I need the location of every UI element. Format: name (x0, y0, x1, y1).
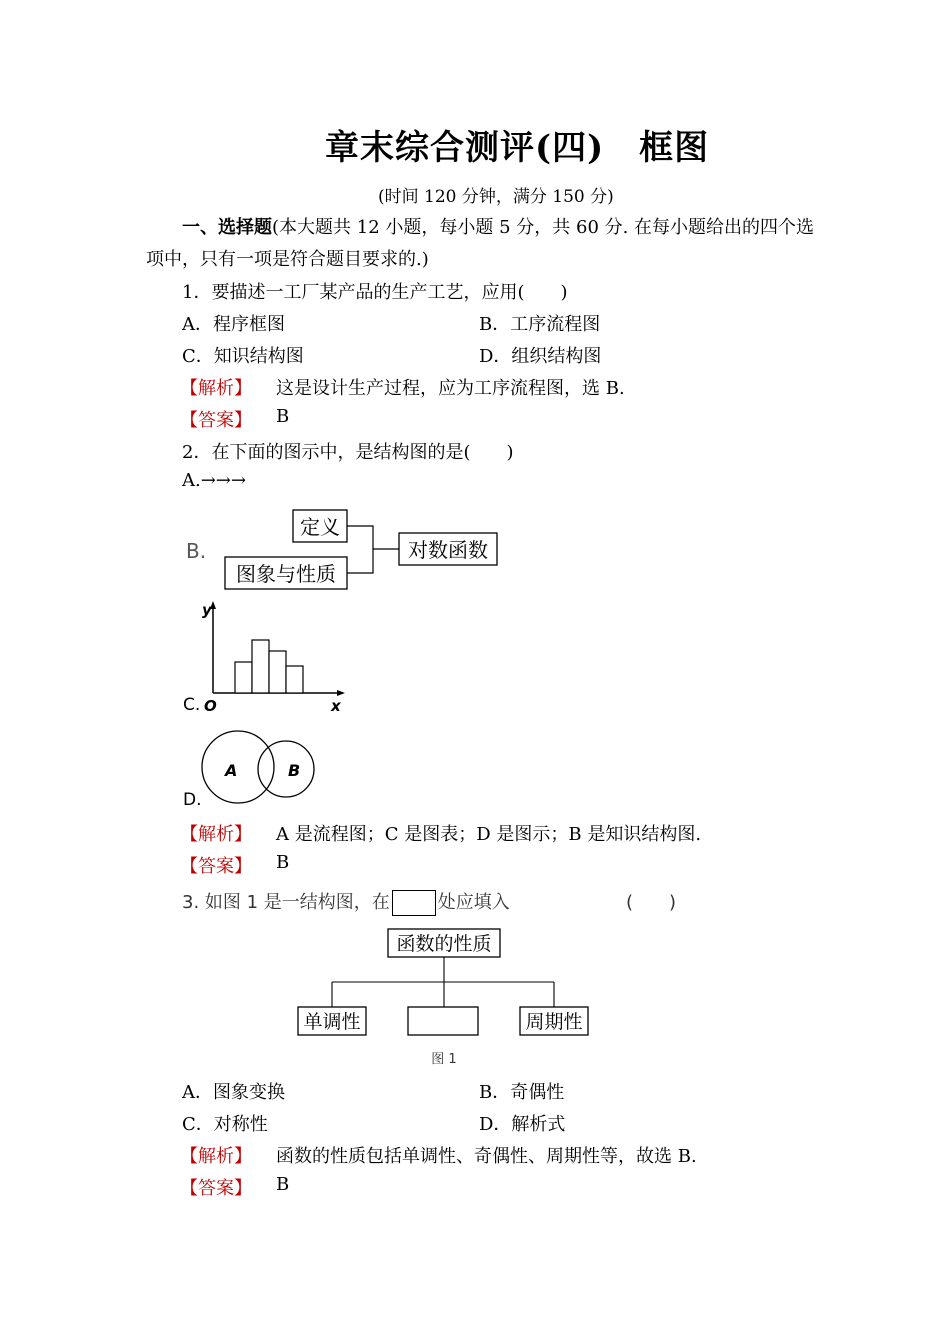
histogram-bar (235, 662, 252, 693)
set-b-circle (258, 741, 314, 797)
histogram-bar (269, 651, 286, 693)
exam-info: (时间 120 分钟，满分 150 分) (378, 187, 614, 207)
q2-answer-label: 【答案】 (180, 856, 252, 877)
section-desc-line2: 项中，只有一项是符合题目要求的.) (146, 249, 429, 270)
log-function-box-label: 对数函数 (408, 538, 488, 562)
q1-answer-value: B (276, 406, 290, 427)
q3-option-d: D．解析式 (479, 1114, 566, 1135)
q2-analysis-label: 【解析】 (180, 824, 252, 845)
graph-property-box-label: 图象与性质 (236, 562, 336, 586)
q3-option-b: B．奇偶性 (479, 1082, 565, 1103)
q3-option-c: C．对称性 (182, 1114, 268, 1135)
blank-box (408, 1007, 478, 1035)
q1-answer-label: 【答案】 (180, 410, 252, 431)
monotonicity-label: 单调性 (303, 1011, 361, 1033)
q3-option-a: A．图象变换 (182, 1082, 285, 1103)
set-b-label: B (288, 761, 301, 780)
q1-option-d: D．组织结构图 (479, 346, 602, 367)
q3-answer-paren: ( ) (626, 892, 677, 913)
x-axis-label: x (331, 697, 341, 715)
q2-option-a: A.→→→ (182, 470, 246, 491)
origin-label: O (204, 697, 217, 715)
q3-stem-suffix: 处应填入 (437, 892, 510, 913)
q1-analysis-label: 【解析】 (180, 378, 252, 399)
q3-stem-prefix: 3. 如图 1 是一结构图，在 (182, 892, 390, 913)
section-heading: 一、选择题 (182, 217, 272, 238)
q2-option-c-label: C. (183, 695, 201, 715)
histogram-bar (286, 666, 303, 693)
q3-stem (182, 888, 510, 916)
q2-analysis-text: A 是流程图；C 是图表；D 是图示；B 是知识结构图. (276, 824, 702, 845)
q1-option-c: C．知识结构图 (182, 346, 304, 367)
definition-box-label: 定义 (300, 515, 340, 539)
q3-blank-box (392, 890, 436, 916)
set-a-label: A (225, 761, 238, 780)
q2-option-d-label: D. (183, 790, 202, 810)
section-desc-line1: (本大题共 12 小题，每小题 5 分，共 60 分. 在每小题给出的四个选 (272, 217, 815, 238)
figure-caption: 图 1 (431, 1052, 457, 1067)
q3-analysis-text: 函数的性质包括单调性、奇偶性、周期性等，故选 B. (276, 1146, 697, 1167)
q2-answer-value: B (276, 852, 290, 873)
bracket-connector (347, 526, 373, 573)
set-a-circle (202, 731, 274, 803)
q1-option-b: B．工序流程图 (479, 314, 601, 335)
q2-option-c-histogram (180, 598, 360, 720)
q2-option-b-diagram (180, 505, 510, 595)
q1-stem: 1．要描述一工厂某产品的生产工艺，应用( ) (182, 282, 568, 303)
q1-option-a: A．程序框图 (182, 314, 285, 335)
q3-analysis-label: 【解析】 (180, 1146, 252, 1167)
q3-structure-diagram (290, 925, 600, 1075)
q1-analysis-text: 这是设计生产过程，应为工序流程图，选 B. (276, 378, 625, 399)
function-properties-label: 函数的性质 (396, 933, 492, 955)
q2-option-b-label: B. (186, 539, 207, 563)
section-intro (182, 213, 814, 239)
periodicity-label: 周期性 (525, 1011, 583, 1033)
q2-option-d-venn (180, 725, 330, 813)
q3-answer-label: 【答案】 (180, 1178, 252, 1199)
q3-answer-value: B (276, 1174, 290, 1195)
page-title: 章末综合测评(四) 框图 (325, 128, 710, 168)
x-axis-arrow (337, 690, 345, 696)
histogram-bar (252, 640, 269, 693)
q2-stem: 2．在下面的图示中，是结构图的是( ) (182, 442, 514, 463)
y-axis-label: y (202, 601, 212, 619)
